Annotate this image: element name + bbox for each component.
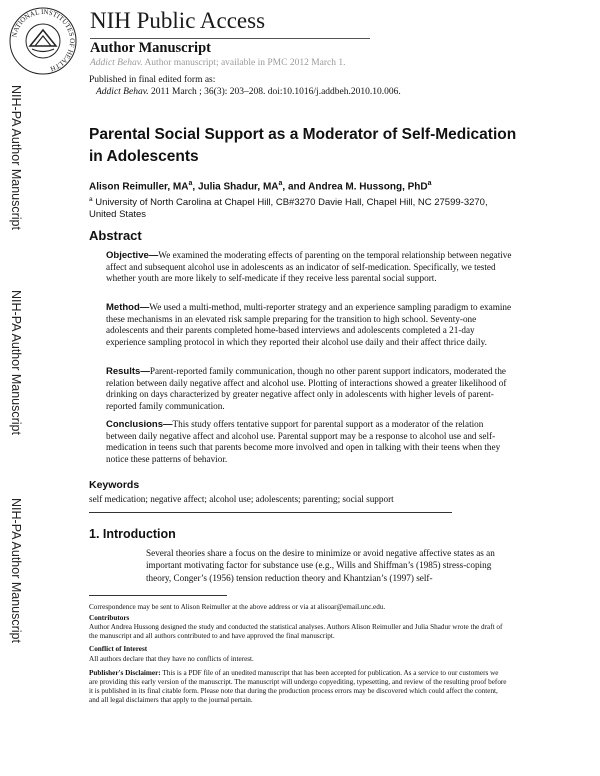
author-manuscript-label: Author Manuscript [90, 40, 211, 56]
objective-text: We examined the moderating effects of parenting on the temporal relationship between negative affect and subsequent alcohol use in adolescents as an indicator of self-medication. Specifically, we tested whether youth are more likely to self-medicate if they receive less parental social support. [106, 250, 512, 284]
article-title: Parental Social Support as a Moderator of Self-Medication in Adolescents [89, 126, 517, 165]
results-text: Parent-reported family communication, though no other parent support indicators, moderated the relation between daily negative affect and alcohol use. Plotting of interactions showed a greater likelihood of drinking on days characterized by greater negative affect only in adolescents with higher levels of parent-reported family communication. [106, 366, 507, 411]
author-affiliation-mark: a [427, 180, 432, 187]
keywords-list: self medication; negative affect; alcohol use; adolescents; parenting; social support [89, 494, 394, 504]
side-label: NIH-PA Author Manuscript [9, 498, 23, 643]
correspondence-note: Correspondence may be sent to Alison Reimuller at the above address or via at alisoar@email.unc.edu. [89, 603, 386, 611]
affiliation-text: University of North Carolina at Chapel Hill, CB#3270 Davie Hall, Chapel Hill, NC 27599-3270, United States [89, 197, 488, 221]
author-affiliation-mark: a [188, 180, 193, 187]
published-label: Published in final edited form as: [89, 75, 216, 85]
method-label: Method— [106, 302, 150, 313]
abstract-method [106, 302, 516, 348]
published-journal: Addict Behav. [96, 87, 149, 97]
author-name: Alison Reimuller, MA [89, 181, 189, 193]
conclusions-label: Conclusions— [106, 419, 173, 430]
abstract-conclusions [106, 419, 516, 465]
conflict-text: All authors declare that they have no conflicts of interest. [89, 655, 254, 663]
logo-ring-text: NATIONAL INSTITUTES OF HEALTH [10, 7, 77, 73]
contributors-heading: Contributors [89, 614, 130, 622]
published-citation-text: 2011 March ; 36(3): 203–208. doi:10.1016/j.addbeh.2010.10.006. [148, 87, 401, 97]
disclaimer-label: Publisher's Disclaimer: [89, 669, 161, 677]
abstract-heading: Abstract [89, 228, 142, 243]
abstract-objective [106, 250, 516, 285]
introduction-heading: 1. Introduction [89, 527, 176, 541]
conclusions-text: This study offers tentative support for parental support as a moderator of the relation between daily negative affect and alcohol use. Parental support may be a response to alcohol use and self-medication in teens such that parents become more involved and open in talking with their teens when they notice these patterns of behavior. [106, 419, 501, 464]
author-list [89, 180, 432, 192]
svg-text:NATIONAL INSTITUTES OF HEALTH [10, 8, 76, 73]
contributors-text: Author Andrea Hussong designed the study and conducted the statistical analyses. Authors Alison Reimuller and Julia Shadur wrote the draft of the manuscript and all authors contributed to and have approved the final manuscript. [89, 623, 503, 640]
footnote-divider [89, 595, 227, 596]
conflict-heading: Conflict of Interest [89, 645, 148, 653]
results-label: Results— [106, 366, 150, 377]
keywords-heading: Keywords [89, 479, 140, 491]
author-separator: , [192, 181, 198, 193]
author-affiliation-mark: a [278, 180, 283, 187]
publisher-disclaimer [89, 669, 509, 705]
author-separator: , and [282, 181, 309, 193]
side-label: NIH-PA Author Manuscript [9, 290, 23, 435]
header-citation [90, 58, 346, 68]
method-text: We used a multi-method, multi-reporter strategy and an experience sampling paradigm to examine these mechanisms in an elevated risk sample preparing for the transition to high school. Seventy-one adolescents and their parents completed home-based interviews and adolescents completed a 21-day experience sampling protocol in which they reported their alcohol use daily and their affect thrice daily. [106, 302, 512, 347]
affiliation [89, 194, 509, 221]
header-citation-journal: Addict Behav. [90, 58, 143, 68]
side-label: NIH-PA Author Manuscript [9, 85, 23, 230]
introduction-text: Several theories share a focus on the desire to minimize or avoid negative affective states as an important motivating factor for substance use (e.g., Wills and Shiffman’s (1985) stress-coping theory, Conger’s (1956) tension reduction theory and Khantzian’s (1997) self- [146, 548, 495, 583]
header-citation-text: Author manuscript; available in PMC 2012 March 1. [142, 58, 346, 68]
author-name: Andrea M. Hussong, PhD [308, 181, 428, 193]
author-name: Julia Shadur, MA [197, 181, 279, 193]
nih-logo [8, 6, 78, 76]
nih-public-access-title: NIH Public Access [90, 8, 266, 33]
affiliation-mark: a [89, 196, 93, 203]
header-divider [90, 38, 370, 39]
keywords-divider [89, 512, 452, 513]
disclaimer-text: This is a PDF file of an unedited manuscript that has been accepted for publication. As a service to our customers we are providing this early version of the manuscript. The manuscript will undergo copyediting, typesetting, and review of the resulting proof before it is published in its final citable form. Please note that during the production process errors may be discovered which could affect the content, and all legal disclaimers that apply to the journal pertain. [89, 669, 507, 704]
abstract-results [106, 366, 516, 412]
published-citation [96, 87, 401, 97]
objective-label: Objective— [106, 250, 159, 261]
